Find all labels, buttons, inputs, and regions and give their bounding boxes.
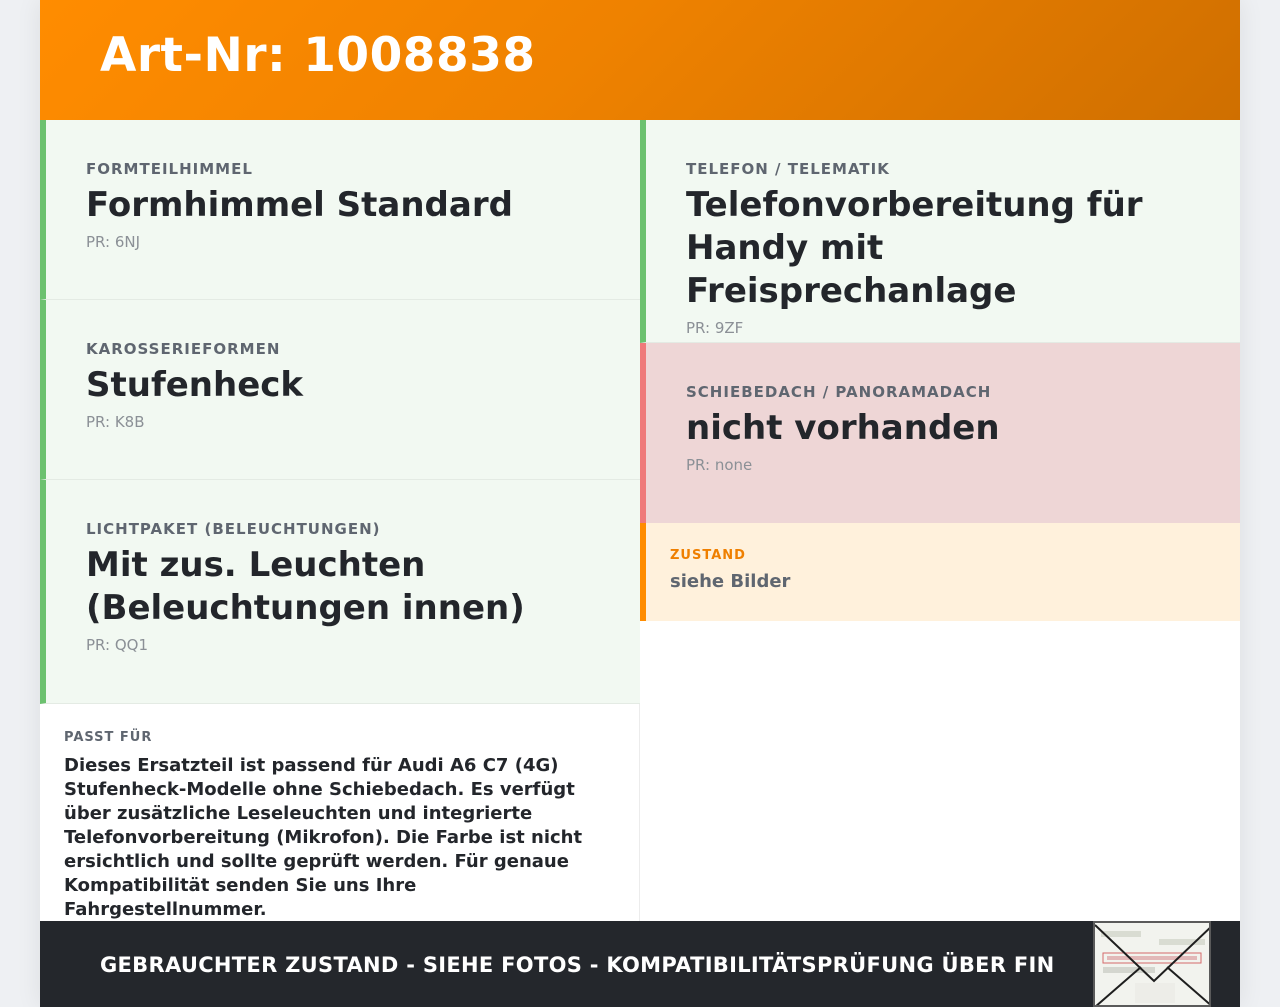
option-card-lichtpaket (40, 480, 640, 704)
condition-box (640, 523, 1240, 621)
option-category: TELEFON / TELEMATIK (686, 160, 890, 178)
vin-sticker-envelope-icon (1093, 921, 1211, 1007)
option-pr-code: PR: QQ1 (86, 636, 148, 654)
option-pr-code: PR: 6NJ (86, 233, 141, 251)
option-pr-code: PR: none (686, 456, 753, 474)
condition-value: siehe Bilder (670, 571, 791, 592)
right-column (640, 120, 1240, 621)
option-value: nicht vorhanden (686, 408, 1000, 448)
fits-label: PASST FÜR (64, 730, 153, 745)
option-category: FORMTEILHIMMEL (86, 160, 253, 178)
option-value: Telefonvorbereitung für Handy mit Freisprechanlage (686, 185, 1143, 311)
condition-label: ZUSTAND (670, 548, 746, 563)
footer (40, 921, 1240, 1007)
page (40, 0, 1240, 1007)
option-card-telefon (640, 120, 1240, 343)
option-pr-code: PR: 9ZF (686, 319, 744, 337)
option-card-formteilhimmel (40, 120, 640, 300)
option-value: Mit zus. Leuchten (Beleuchtungen innen) (86, 545, 525, 628)
option-category: KAROSSERIEFORMEN (86, 340, 281, 358)
left-column (40, 120, 640, 921)
page-title: Art-Nr: 1008838 (100, 28, 536, 83)
option-category: LICHTPAKET (BELEUCHTUNGEN) (86, 520, 381, 538)
option-card-schiebedach (640, 343, 1240, 523)
header (40, 0, 1240, 120)
fits-section (40, 704, 640, 921)
footer-message: GEBRAUCHTER ZUSTAND - SIEHE FOTOS - KOMPATIBILITÄTSPRÜFUNG ÜBER FIN (100, 953, 1055, 977)
option-value: Formhimmel Standard (86, 185, 513, 225)
option-category: SCHIEBEDACH / PANORAMADACH (686, 383, 992, 401)
option-value: Stufenheck (86, 365, 304, 405)
option-card-karosserieformen (40, 300, 640, 480)
option-pr-code: PR: K8B (86, 413, 145, 431)
fits-description: Dieses Ersatzteil ist passend für Audi A6 C7 (4G) Stufenheck-Modelle ohne Schiebedach. Es verfügt über zusätzliche Leseleuchten und integrierte Telefonvorbereitung (Mikrofon). Die Farbe ist nicht ersichtlich und sollte geprüft werden. Für genaue Kompatibilität senden Sie uns Ihre Fahrgestellnummer. (64, 755, 583, 920)
